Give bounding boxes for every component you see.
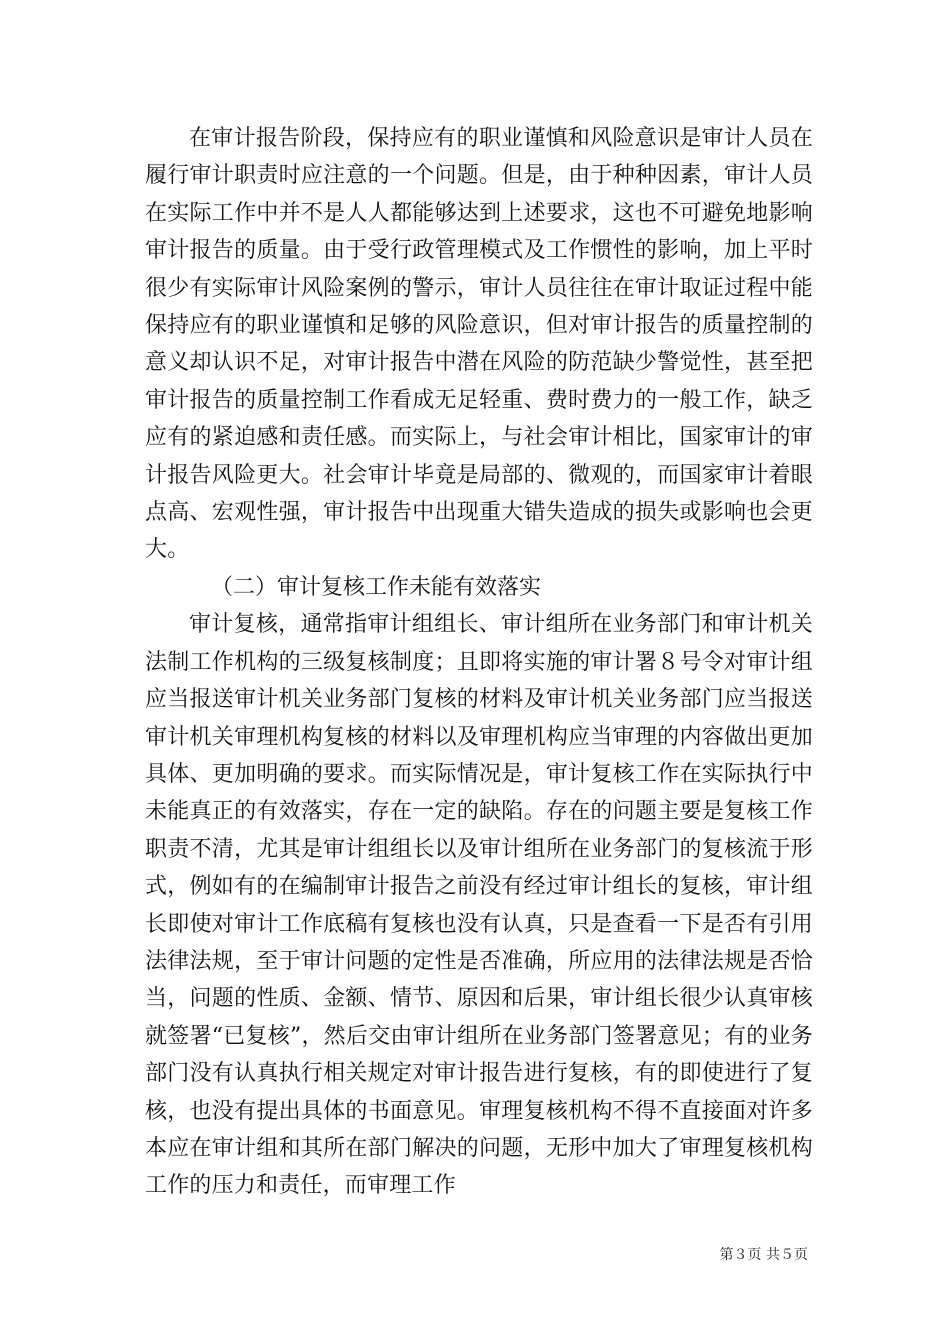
page-number-footer: 第３页 共５页 — [719, 1247, 808, 1263]
section-heading-review-implementation: （二）审计复核工作未能有效落实 — [211, 574, 542, 600]
document-body — [145, 120, 813, 1205]
paragraph-audit-report-stage: 在审计报告阶段，保持应有的职业谨慎和风险意识是审计人员在履行审计职责时应注意的一个问题。但是，由于种种因素，审计人员在实际工作中并不是人人都能够达到上述要求，这也不可避免地影响审计报告的质量。由于受行政管理模式及工作惯性的影响，加上平时很少有实际审计风险案例的警示，审计人员往往在审计取证过程中能保持应有的职业谨慎和足够的风险意识，但对审计报告的质量控制的意义却认识不足，对审计报告中潜在风险的防范缺少警觉性，甚至把审计报告的质量控制工作看成无足轻重、费时费力的一般工作，缺乏应有的紧迫感和责任感。而实际上，与社会审计相比，国家审计的审计报告风险更大。社会审计毕竟是局部的、微观的，而国家审计着眼点高、宏观性强，审计报告中出现重大错失造成的损失或影响也会更大。 — [145, 126, 813, 563]
paragraph-audit-review: 审计复核，通常指审计组组长、审计组所在业务部门和审计机关法制工作机构的三级复核制度；且即将实施的审计署８号令对审计组应当报送审计机关业务部门复核的材料及审计机关业务部门应当报送审计机关审理机构复核的材料以及审理机构应当审理的内容做出更加具体、更加明确的要求。而实际情况是，审计复核工作在实际执行中未能真正的有效落实，存在一定的缺陷。存在的问题主要是复核工作职责不清，尤其是审计组组长以及审计组所在业务部门的复核流于形式，例如有的在编制审计报告之前没有经过审计组长的复核，审计组长即使对审计工作底稿有复核也没有认真，只是查看一下是否有引用法律法规，至于审计问题的定性是否准确，所应用的法律法规是否恰当，问题的性质、金额、情节、原因和后果，审计组长很少认真审核就签署“已复核”，然后交由审计组所在业务部门签署意见；有的业务部门没有认真执行相关规定对审计报告进行复核，有的即使进行了复核，也没有提出具体的书面意见。审理复核机构不得不直接面对许多本应在审计组和其所在部门解决的问题，无形中加大了审理复核机构工作的压力和责任，而审理工作 — [145, 612, 813, 1199]
